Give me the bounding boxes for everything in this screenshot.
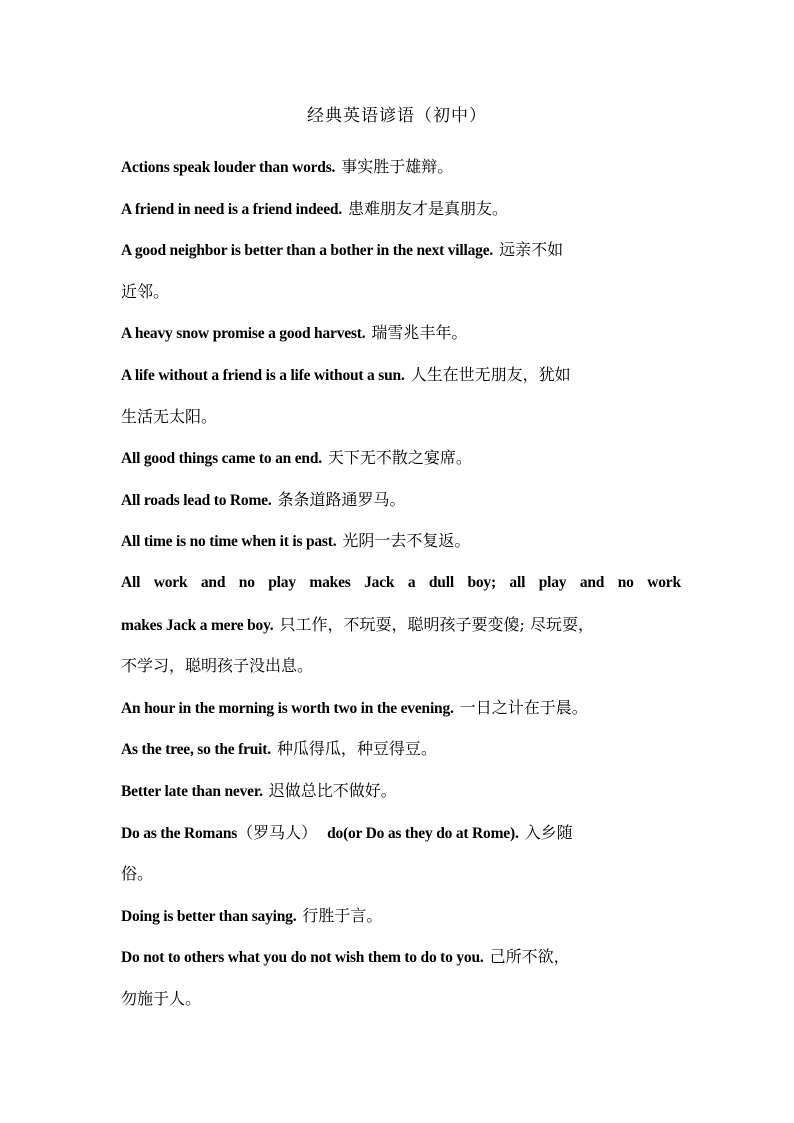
proverb-chinese: 光阴一去不复返。 — [342, 531, 471, 551]
proverb-line — [121, 770, 681, 812]
proverb-chinese-continued: 勿施于人。 — [121, 988, 202, 1008]
proverb-word: work — [647, 573, 681, 591]
proverb-english: All good things came to an end. — [121, 450, 322, 468]
proverb-english: A life without a friend is a life without a sun. — [121, 366, 405, 384]
proverb-english: Better late than never. — [121, 782, 263, 800]
proverb-word: play — [538, 573, 567, 591]
proverb-chinese: 事实胜于雄辩。 — [341, 157, 454, 176]
proverb-chinese: 己所不欲， — [489, 947, 570, 967]
proverb-english-continued: do(or Do as they do at Rome). — [327, 824, 519, 842]
proverb-chinese-continued: 近邻。 — [121, 281, 170, 301]
proverb-chinese: 入乡随 — [524, 822, 573, 842]
proverb-chinese-continued: 俗。 — [121, 864, 154, 884]
proverb-word: play — [268, 573, 296, 591]
proverb-english: Doing is better than saying. — [121, 907, 297, 925]
proverb-continuation-line — [121, 853, 681, 895]
proverb-word: no — [238, 573, 255, 591]
proverb-chinese: 迟做总比不做好。 — [268, 780, 397, 800]
proverb-line — [121, 895, 681, 937]
proverb-list — [121, 146, 681, 1019]
proverb-chinese: 一日之计在于晨。 — [459, 697, 588, 717]
proverb-line — [121, 188, 681, 230]
proverb-chinese: 行胜于言。 — [302, 905, 383, 925]
proverb-line — [121, 520, 681, 562]
proverb-word: dull — [428, 573, 454, 591]
proverb-english: A friend in need is a friend indeed. — [121, 200, 343, 218]
proverb-word: makes — [309, 573, 351, 591]
proverb-line — [121, 354, 681, 396]
proverb-english: Do not to others what you do not wish them to do to you. — [121, 949, 484, 967]
proverb-english: An hour in the morning is worth two in the evening. — [121, 699, 454, 717]
proverb-word: boy; — [467, 573, 496, 591]
proverb-line — [121, 812, 681, 854]
proverb-line — [121, 229, 681, 271]
proverb-chinese: 瑞雪兆丰年。 — [371, 323, 468, 343]
proverb-chinese: 天下无不散之宴席。 — [327, 448, 472, 468]
proverb-word: and — [579, 573, 605, 591]
proverb-english: A good neighbor is better than a bother in the next village. — [121, 242, 494, 260]
proverb-word: work — [153, 573, 188, 591]
proverb-chinese: 种瓜得瓜，种豆得豆。 — [276, 739, 437, 759]
proverb-word: no — [617, 573, 634, 591]
proverb-line — [121, 312, 681, 354]
proverb-continuation-line — [121, 645, 681, 687]
proverb-line — [121, 687, 681, 729]
proverb-word: All — [121, 573, 141, 591]
proverb-english: Do as the Romans — [121, 824, 238, 842]
proverb-line — [121, 728, 681, 770]
proverb-english: A heavy snow promise a good harvest. — [121, 325, 366, 343]
proverb-english: Actions speak louder than words. — [121, 159, 336, 176]
proverb-parenthetical: （罗马人） — [237, 822, 318, 842]
proverb-word: Jack — [364, 573, 395, 591]
proverb-line — [121, 437, 681, 479]
proverb-chinese: 患难朋友才是真朋友。 — [348, 198, 509, 218]
proverb-line — [121, 604, 681, 646]
proverb-line — [121, 146, 681, 188]
proverb-chinese: 远亲不如 — [499, 240, 564, 260]
proverb-word: and — [200, 573, 226, 591]
proverb-chinese-continued: 生活无太阳。 — [121, 406, 218, 426]
proverb-chinese: 只工作，不玩耍，聪明孩子要变傻; 尽玩耍， — [279, 614, 594, 634]
proverb-english: makes Jack a mere boy. — [121, 616, 274, 634]
proverb-continuation-line — [121, 396, 681, 438]
page-title: 经典英语谚语（初中） — [307, 106, 487, 126]
proverb-english: All roads lead to Rome. — [121, 491, 272, 509]
proverb-line — [121, 479, 681, 521]
proverb-english: All time is no time when it is past. — [121, 533, 337, 551]
proverb-chinese-continued: 不学习，聪明孩子没出息。 — [121, 656, 314, 676]
proverb-word: a — [407, 573, 416, 591]
proverb-word: all — [509, 573, 526, 591]
proverb-line — [121, 936, 681, 978]
proverb-chinese: 人生在世无朋友，犹如 — [410, 364, 571, 384]
proverb-english: As the tree, so the fruit. — [121, 741, 271, 759]
proverb-chinese: 条条道路通罗马。 — [277, 489, 406, 509]
proverb-justified-line — [121, 562, 681, 604]
proverb-continuation-line — [121, 271, 681, 313]
proverb-continuation-line — [121, 978, 681, 1020]
